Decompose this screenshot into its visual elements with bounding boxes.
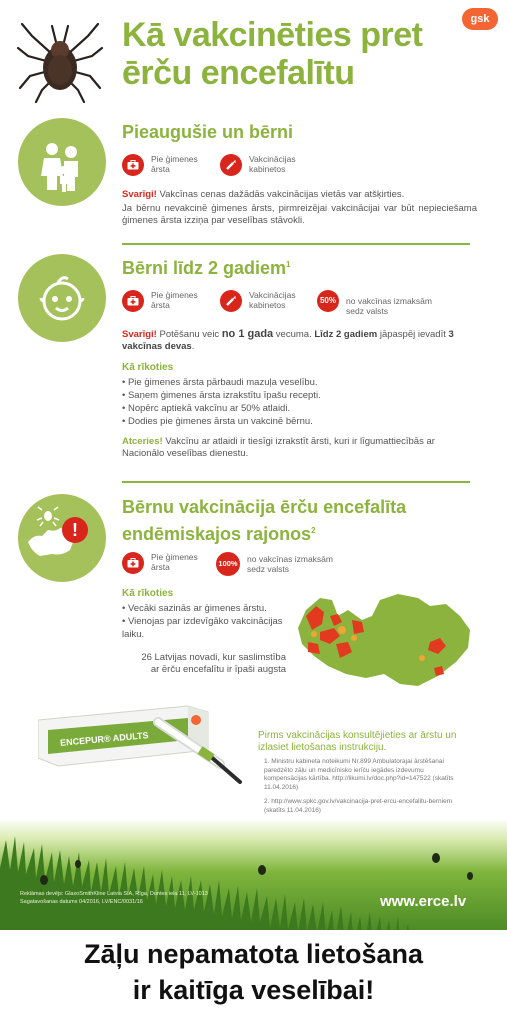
howto-list — [122, 602, 292, 641]
section2-title — [122, 258, 291, 279]
chip-label: Vakcinācijas kabinetos — [249, 154, 296, 174]
important-text: jāpaspēj ievadīt — [377, 329, 449, 340]
remember-text: Vakcīnu ar atlaidi ir tiesīgi izrakstīt ārsti, kuri ir līgumattiecībās ar Nacionālo veselības dienestu. — [122, 436, 435, 459]
medical-kit-icon — [122, 552, 144, 574]
chip-vaccination-cabinets — [220, 154, 320, 176]
percent-badge: 100% — [216, 552, 240, 576]
section1-title: Pieaugušie un bērni — [122, 122, 294, 142]
howto-list — [122, 376, 462, 428]
section3-title — [122, 496, 462, 546]
medical-kit-icon — [122, 154, 144, 176]
gsk-logo: gsk — [462, 8, 498, 30]
warning-line: Zāļu nepamatota lietošana — [83, 939, 424, 969]
important-text: Vakcīnas cenas dažādās vakcinācijas vietās var atšķirties. — [159, 189, 405, 200]
list-item: • Pie ģimenes ārsta pārbaudi mazuļa veselību. — [122, 376, 462, 389]
important-label: Svarīgi! — [122, 189, 157, 200]
howto-heading: Kā rīkoties — [122, 362, 174, 373]
list-item: • Vienojas par izdevīgāko vakcinācijas laiku. — [122, 615, 292, 641]
chip-family-doctor — [122, 290, 214, 312]
section3-title-text: Bērnu vakcinācija ērču encefalīta endēmiskajos rajonos — [122, 497, 407, 544]
divider — [122, 481, 470, 483]
chip-label: Pie ģimenes ārsta — [151, 290, 198, 310]
section1-note: Ja bērnu nevakcinē ģimenes ārsts, pirmreizējai vakcinācijai var būt nepieciešama ģimenes ārsta izziņa par veselības stāvokli. — [122, 203, 477, 226]
chip-label: Pie ģimenes ārsta — [151, 154, 198, 174]
map-caption: 26 Latvijas novadi, kur saslimstība ar ērču encefalītu ir īpaši augsta — [141, 652, 286, 675]
important-label: Svarīgi! — [122, 329, 157, 340]
important-emphasis: no 1 gada — [221, 328, 274, 340]
chip-label: no vakcīnas izmaksām sedz valsts — [247, 554, 333, 574]
important-emphasis: 3 vakcīnas devas — [122, 329, 454, 352]
section2-remember — [122, 436, 467, 460]
important-text: Potēšanu veic — [159, 329, 222, 340]
reference-2: 2. http://www.spkc.gov.lv/vakcinacija-pret-ercu-encefalitu-berniem (skatīts 11.04.2016) — [264, 798, 453, 814]
health-warning — [0, 936, 507, 1008]
warning-line: ir kaitīga veselībai! — [132, 975, 375, 1005]
baby-face-icon — [18, 254, 106, 342]
syringe-icon — [220, 290, 242, 312]
tick-image — [14, 14, 106, 106]
footer-legal — [20, 890, 300, 906]
percent-badge: 50% — [317, 290, 339, 312]
important-emphasis: Līdz 2 gadiem — [314, 329, 378, 340]
syringe-icon — [220, 154, 242, 176]
remember-label: Atceries! — [122, 436, 163, 447]
list-item: • Nopērc aptiekā vakcīnu ar 50% atlaidi. — [122, 402, 462, 415]
reference-1: 1. Ministru kabineta noteikumi Nr.899 Ambulatorajai ārstēšanai paredzēto zāļu un medicīnisko ierīču iegādes izdevumu kompensācijas kārtība. http://likumi.lv/doc.php?id=147522 (skatīts 11.04.2016) — [264, 758, 454, 791]
list-item: • Saņem ģimenes ārsta izrakstītu īpašu recepti. — [122, 389, 462, 402]
chip-vaccination-cabinets — [220, 290, 320, 312]
chip-label: Vakcinācijas kabinetos — [249, 290, 296, 310]
page-title: Kā vakcinēties pret ērču encefalītu — [122, 16, 423, 92]
warning-icon: ! — [62, 517, 88, 543]
family-icon — [18, 118, 106, 206]
website-link[interactable]: www.erce.lv — [380, 893, 467, 910]
footer-line: Reklāmas devējs: GlaxoSmithKline Latvia SIA, Rīga, Duntes iela 11, LV-1013 — [20, 891, 208, 897]
important-text: . — [191, 341, 195, 352]
footnote-marker: 2 — [311, 526, 316, 535]
latvia-tick-warning-icon — [18, 494, 106, 582]
footnote-marker: 1 — [286, 260, 291, 269]
section2-title-text: Bērni līdz 2 gadiem — [122, 258, 287, 278]
list-item: • Dodies pie ģimenes ārsta un vakcinē bērnu. — [122, 415, 462, 428]
product-name: ENCEPUR® ADULTS — [59, 730, 149, 748]
important-text: vecuma. — [273, 329, 315, 340]
medical-kit-icon — [122, 290, 144, 312]
chip-family-doctor — [122, 154, 214, 176]
chip-50-percent — [317, 290, 477, 316]
syringe-image — [150, 714, 250, 790]
chip-label: no vakcīnas izmaksām sedz valsts — [346, 296, 432, 316]
list-item: • Vecāki sazinās ar ģimenes ārstu. — [122, 602, 292, 615]
howto-heading: Kā rīkoties — [122, 588, 174, 599]
chip-family-doctor — [122, 552, 214, 574]
chip-label: Pie ģimenes ārsta — [151, 552, 198, 572]
section2-important — [122, 328, 472, 353]
grass-band — [0, 818, 507, 930]
divider — [122, 243, 470, 245]
latvia-map — [284, 588, 484, 700]
section1-important — [122, 189, 477, 201]
footer-line: Sagatavošanas datums 04/2016, LV/ENC/0031/16 — [20, 899, 143, 905]
chip-100-percent — [216, 552, 376, 576]
consult-note: Pirms vakcinācijas konsultējieties ar ārstu un izlasiet lietošanas instrukciju. — [258, 730, 457, 753]
